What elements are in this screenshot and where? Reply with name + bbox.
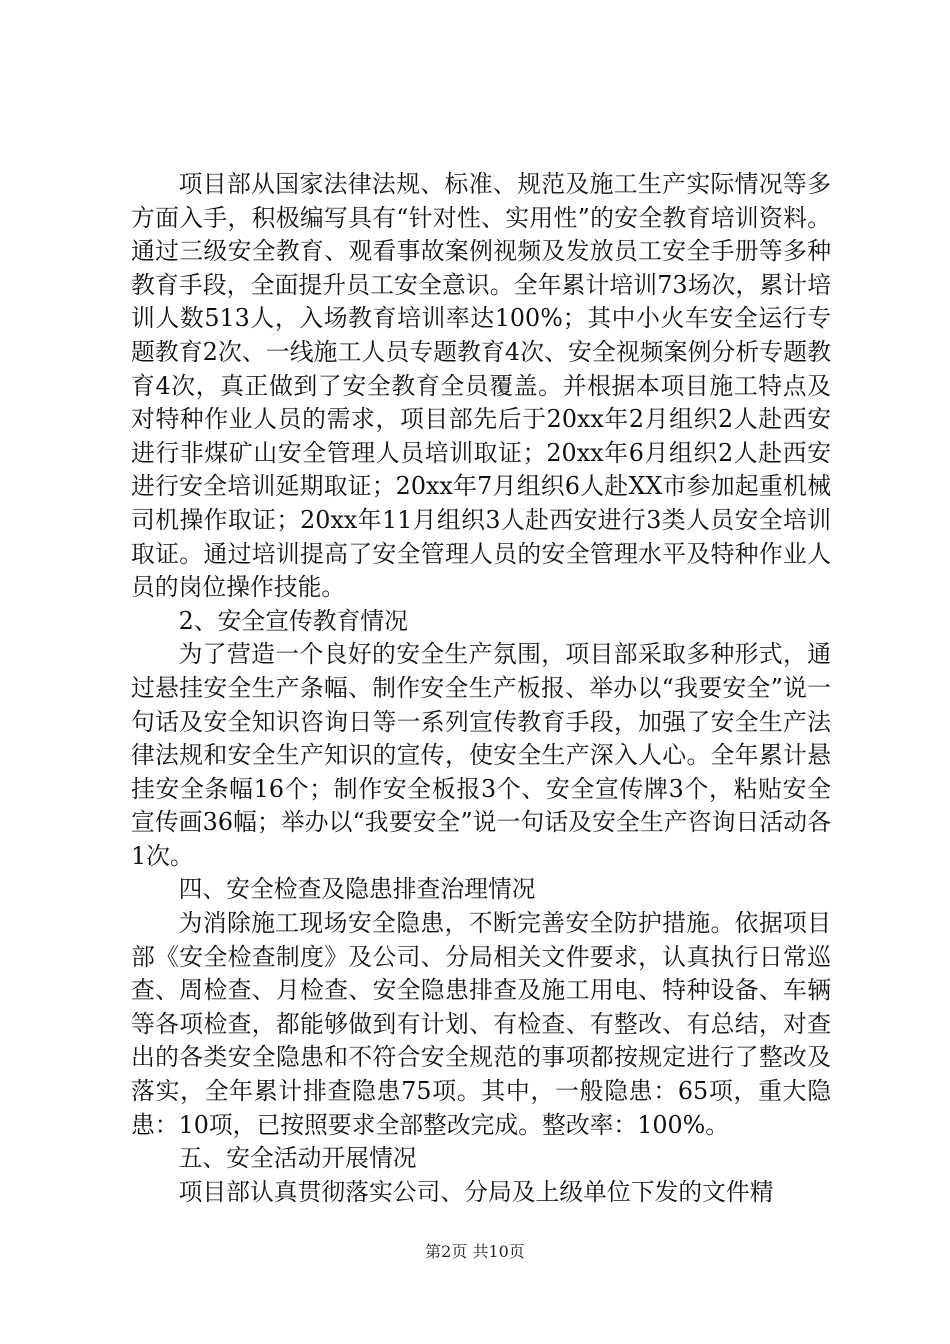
document-body [131, 168, 831, 1209]
paragraph-training: 项目部从国家法律法规、标准、规范及施工生产实际情况等多方面入手，积极编写具有“针对性、实用性”的安全教育培训资料。通过三级安全教育、观看事故案例视频及发放员工安全手册等多种教育手段，全面提升员工安全意识。全年累计培训73场次，累计培训人数513人，入场教育培训率达100%；其中小火车安全运行专题教育2次、一线施工人员专题教育4次、安全视频案例分析专题教育4次，真正做到了安全教育全员覆盖。并根据本项目施工特点及对特种作业人员的需求，项目部先后于20xx年2月组织2人赴西安进行非煤矿山安全管理人员培训取证；20xx年6月组织2人赴西安进行安全培训延期取证；20xx年7月组织6人赴XX市参加起重机械司机操作取证；20xx年11月组织3人赴西安进行3类人员安全培训取证。通过培训提高了安全管理人员的安全管理水平及特种作业人员的岗位操作技能。 [131, 170, 831, 602]
paragraph-safety-activities: 项目部认真贯彻落实公司、分局及上级单位下发的文件精 [178, 1177, 774, 1206]
paragraph-safety-inspection: 为消除施工现场安全隐患，不断完善安全防护措施。依据项目部《安全检查制度》及公司、分局相关文件要求，认真执行日常巡查、周检查、月检查、安全隐患排查及施工用电、特种设备、车辆等各项检查，都能够做到有计划、有检查、有整改、有总结，对查出的各类安全隐患和不符合安全规范的事项都按规定进行了整改及落实，全年累计排查隐患75项。其中，一般隐患：65项，重大隐患：10项，已按照要求全部整改完成。整改率：100%。 [131, 909, 831, 1139]
heading-safety-activities: 五、安全活动开展情况 [178, 1144, 417, 1173]
heading-safety-inspection: 四、安全检查及隐患排查治理情况 [178, 875, 536, 904]
paragraph-safety-publicity: 为了营造一个良好的安全生产氛围，项目部采取多种形式，通过悬挂安全生产条幅、制作安全生产板报、举办以“我要安全”说一句话及安全知识咨询日等一系列宣传教育手段，加强了安全生产法律法规和安全生产知识的宣传，使安全生产深入人心。全年累计悬挂安全条幅16个；制作安全板报3个、安全宣传牌3个，粘贴安全宣传画36幅；举办以“我要安全”说一句话及安全生产咨询日活动各1次。 [131, 640, 831, 870]
heading-safety-publicity: 2、安全宣传教育情况 [178, 606, 408, 635]
page-number-footer: 第2页 共10页 [425, 1242, 525, 1261]
